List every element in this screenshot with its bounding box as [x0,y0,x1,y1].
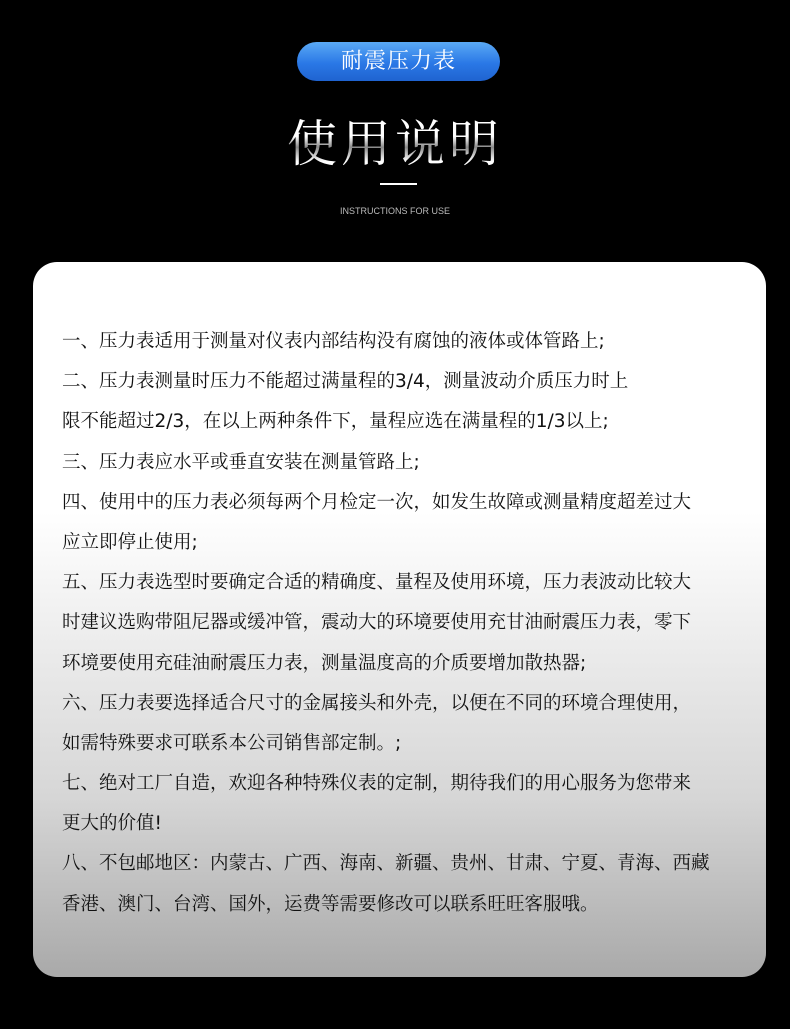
instruction-line: 七、绝对工厂自造，欢迎各种特殊仪表的定制，期待我们的用心服务为您带来 [62,773,692,795]
instruction-line: 环境要使用充硅油耐震压力表，测量温度高的介质要增加散热器; [62,652,587,674]
instruction-line: 时建议选购带阻尼器或缓冲管，震动大的环境要使用充甘油耐震压力表，零下 [62,612,692,634]
instructions-card [33,262,766,977]
product-badge: 耐震压力表 [297,42,500,81]
instruction-line: 八、不包邮地区：内蒙古、广西、海南、新疆、贵州、甘肃、宁夏、青海、西藏 [62,853,710,875]
instruction-line: 二、压力表测量时压力不能超过满量程的3/4，测量波动介质压力时上 [62,371,629,393]
instruction-line: 如需特殊要求可联系本公司销售部定制。; [62,732,402,754]
instruction-line: 三、压力表应水平或垂直安装在测量管路上; [62,451,420,473]
instruction-line: 一、压力表适用于测量对仪表内部结构没有腐蚀的液体或体管路上; [62,331,605,352]
instruction-line: 应立即停止使用; [62,531,198,553]
instruction-line: 五、压力表选型时要确定合适的精确度、量程及使用环境，压力表波动比较大 [62,572,692,594]
instruction-line: 限不能超过2/3，在以上两种条件下，量程应选在满量程的1/3以上; [62,411,609,433]
instruction-line: 更大的价值! [62,813,162,835]
instruction-line: 四、使用中的压力表必须每两个月检定一次，如发生故障或测量精度超差过大 [62,491,692,513]
instruction-line: 六、压力表要选择适合尺寸的金属接头和外壳，以便在不同的环境合理使用， [62,692,692,714]
instructions-list [62,326,746,929]
instruction-line: 香港、澳门、台湾、国外，运费等需要修改可以联系旺旺客服哦。 [62,893,599,915]
page-title: 使用说明 [0,104,790,176]
page-subtitle: INSTRUCTIONS FOR USE [339,206,450,216]
divider [380,183,417,185]
